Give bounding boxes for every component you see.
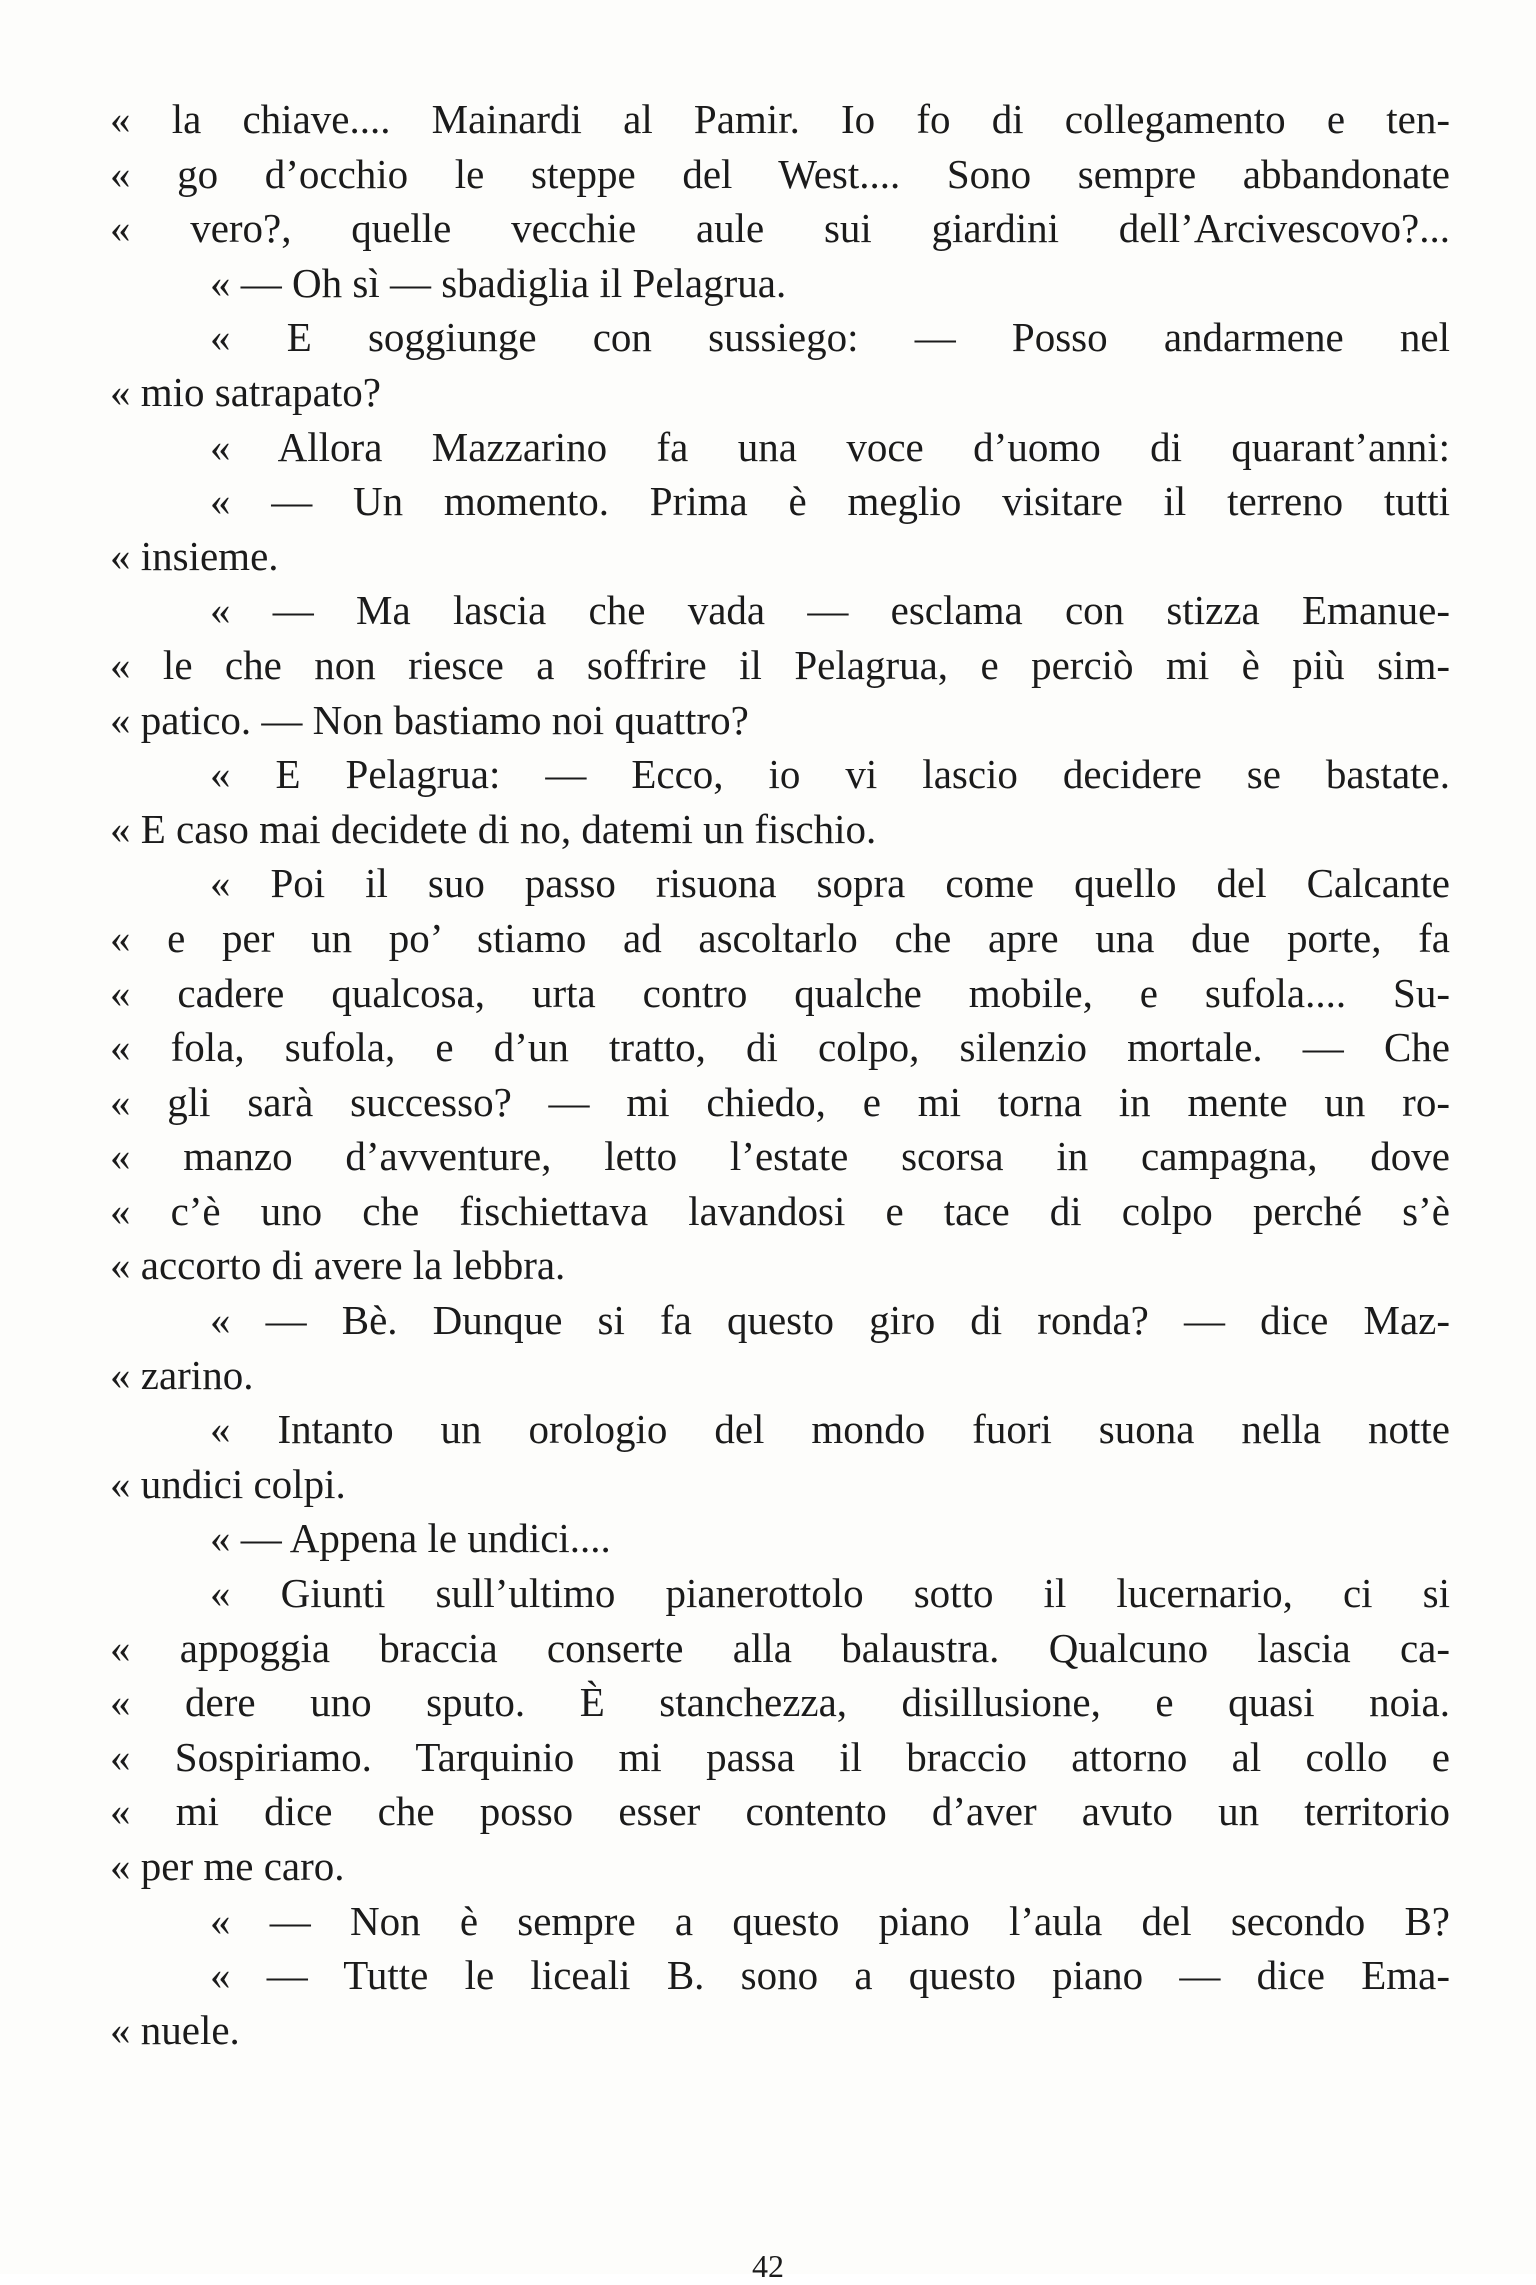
- text-line: « — Bè. Dunque si fa questo giro di ronda? — dice Maz-: [210, 1297, 1450, 1344]
- text-line: « — Un momento. Prima è meglio visitare il terreno tutti: [210, 478, 1450, 525]
- text-line: « nuele.: [110, 2006, 240, 2053]
- text-line: « le che non riesce a soffrire il Pelagrua, e perciò mi è più sim-: [110, 641, 1450, 688]
- text-line: « zarino.: [110, 1351, 254, 1398]
- text-line: « e per un po’ stiamo ad ascoltarlo che apre una due porte, fa: [110, 914, 1450, 961]
- text-line: « la chiave.... Mainardi al Pamir. Io fo di collegamento e ten-: [110, 96, 1450, 142]
- text-line: « gli sarà successo? — mi chiedo, e mi torna in mente un ro-: [110, 1078, 1450, 1125]
- text-line: « appoggia braccia conserte alla balaustra. Qualcuno lascia ca-: [110, 1624, 1450, 1671]
- text-line: « E soggiunge con sussiego: — Posso andarmene nel: [210, 314, 1450, 361]
- text-line: « Giunti sull’ultimo pianerottolo sotto il lucernario, ci si: [210, 1570, 1450, 1617]
- body-text: [110, 92, 1450, 2057]
- text-line: « E caso mai decidete di no, datemi un fischio.: [110, 805, 877, 852]
- text-line: « cadere qualcosa, urta contro qualche mobile, e sufola.... Su-: [110, 969, 1450, 1016]
- text-line: « accorto di avere la lebbra.: [110, 1242, 566, 1289]
- text-line: « undici colpi.: [110, 1460, 346, 1507]
- text-line: « patico. — Non bastiamo noi quattro?: [110, 696, 749, 743]
- text-line: « Allora Mazzarino fa una voce d’uomo di quarant’anni:: [210, 423, 1450, 470]
- text-line: « Poi il suo passo risuona sopra come quello del Calcante: [210, 860, 1450, 907]
- text-line: « c’è uno che fischiettava lavandosi e tace di colpo perché s’è: [110, 1187, 1450, 1234]
- text-line: « Sospiriamo. Tarquinio mi passa il braccio attorno al collo e: [110, 1733, 1450, 1780]
- text-line: « — Appena le undici....: [210, 1515, 611, 1562]
- text-line: « vero?, quelle vecchie aule sui giardini dell’Arcivescovo?...: [110, 205, 1450, 252]
- text-line: « manzo d’avventure, letto l’estate scorsa in campagna, dove: [110, 1133, 1450, 1180]
- text-line: « Intanto un orologio del mondo fuori suona nella notte: [210, 1406, 1450, 1453]
- text-line: « — Oh sì — sbadiglia il Pelagrua.: [210, 259, 787, 306]
- text-line: « go d’occhio le steppe del West.... Sono sempre abbandonate: [110, 150, 1450, 197]
- text-line: « — Ma lascia che vada — esclama con stizza Emanue-: [210, 587, 1450, 634]
- text-line: « per me caro.: [110, 1843, 345, 1889]
- text-line: « insieme.: [110, 532, 279, 579]
- text-line: « mi dice che posso esser contento d’aver avuto un territorio: [110, 1788, 1450, 1835]
- page-number: 42: [752, 2248, 784, 2284]
- text-line: « fola, sufola, e d’un tratto, di colpo, silenzio mortale. — Che: [110, 1024, 1450, 1071]
- text-line: « — Non è sempre a questo piano l’aula del secondo B?: [210, 1897, 1450, 1944]
- text-line: « — Tutte le liceali B. sono a questo piano — dice Ema-: [210, 1952, 1450, 1999]
- text-line: « E Pelagrua: — Ecco, io vi lascio decidere se bastate.: [210, 751, 1450, 798]
- text-line: « mio satrapato?: [110, 368, 381, 415]
- text-line: « dere uno sputo. È stanchezza, disillusione, e quasi noia.: [110, 1679, 1450, 1726]
